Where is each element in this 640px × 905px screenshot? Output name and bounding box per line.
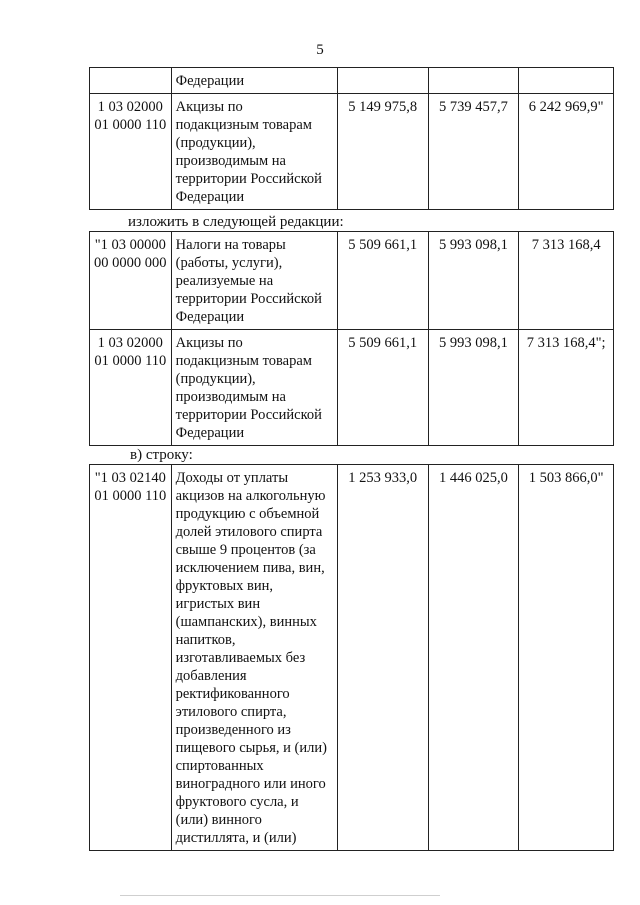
budget-code-cell-line: 01 0000 110 bbox=[94, 488, 167, 504]
budget-code-cell-line: "1 03 02140 bbox=[94, 470, 166, 486]
instruction-line-label: в) строку: bbox=[130, 447, 193, 463]
description-cell-line: продукцию с объемной bbox=[175, 506, 320, 522]
budget-code-cell bbox=[90, 330, 172, 446]
description-cell-line: Акцизы по bbox=[175, 335, 243, 351]
description-cell-line: Акцизы по bbox=[175, 99, 243, 115]
description-cell-line: подакцизным товарам bbox=[175, 353, 312, 369]
description-cell-line: фруктовых вин, bbox=[175, 578, 274, 594]
description-cell-line: добавления bbox=[175, 668, 247, 684]
description-cell-line: Федерации bbox=[175, 309, 245, 325]
table-revenue-old bbox=[89, 67, 614, 210]
description-cell-line: Федерации bbox=[175, 73, 245, 89]
description-cell-line: пищевого сырья, и (или) bbox=[175, 740, 327, 756]
table-row bbox=[90, 330, 614, 446]
description-cell-line: подакцизным товарам bbox=[175, 117, 312, 133]
description-cell bbox=[171, 330, 337, 446]
amount-year1-cell: 5 149 975,8 bbox=[337, 94, 428, 210]
scan-artifact-line bbox=[120, 895, 440, 896]
instruction-text: изложить в следующей редакции: bbox=[128, 214, 344, 230]
budget-code-cell bbox=[90, 465, 172, 851]
description-cell-line: реализуемые на bbox=[175, 273, 274, 289]
description-cell-line: игристых вин bbox=[175, 596, 261, 612]
description-cell-line: этилового спирта, bbox=[175, 704, 287, 720]
description-cell bbox=[171, 94, 337, 210]
budget-code-cell bbox=[90, 94, 172, 210]
description-cell-line: Федерации bbox=[175, 425, 245, 441]
description-cell-line: дистиллята, и (или) bbox=[175, 830, 297, 846]
amount-year2-cell: 5 739 457,7 bbox=[428, 94, 519, 210]
amount-year3-cell: 7 313 168,4"; bbox=[519, 330, 614, 446]
amount-year1-cell bbox=[337, 68, 428, 94]
table-row bbox=[90, 465, 614, 851]
amount-year1-cell: 5 509 661,1 bbox=[337, 232, 428, 330]
budget-code-cell-line: 1 03 02000 bbox=[97, 99, 163, 115]
description-cell-line: изготавливаемых без bbox=[175, 650, 306, 666]
amount-year1-cell: 5 509 661,1 bbox=[337, 330, 428, 446]
description-cell-line: долей этилового спирта bbox=[175, 524, 323, 540]
description-cell bbox=[171, 465, 337, 851]
amount-year2-cell: 5 993 098,1 bbox=[428, 232, 519, 330]
budget-code-cell bbox=[90, 232, 172, 330]
table-body bbox=[90, 68, 614, 210]
table-row bbox=[90, 68, 614, 94]
amount-year3-cell: 1 503 866,0" bbox=[519, 465, 614, 851]
budget-code-cell-line: 01 0000 110 bbox=[94, 353, 167, 369]
table-body bbox=[90, 232, 614, 446]
description-cell-line: произведенного из bbox=[175, 722, 291, 738]
description-cell-line: Доходы от уплаты bbox=[175, 470, 289, 486]
amount-year3-cell bbox=[519, 68, 614, 94]
table-row bbox=[90, 232, 614, 330]
budget-code-cell-line: "1 03 00000 bbox=[94, 237, 166, 253]
description-cell-line: акцизов на алкогольную bbox=[175, 488, 326, 504]
amount-year3-cell: 7 313 168,4 bbox=[519, 232, 614, 330]
table-body bbox=[90, 465, 614, 851]
description-cell-line: виноградного или иного bbox=[175, 776, 326, 792]
amount-year3-cell: 6 242 969,9" bbox=[519, 94, 614, 210]
description-cell-line: ректификованного bbox=[175, 686, 290, 702]
description-cell-line: производимым на bbox=[175, 389, 286, 405]
page-number: 5 bbox=[316, 42, 324, 58]
budget-code-cell bbox=[90, 68, 172, 94]
description-cell-line: фруктового сусла, и bbox=[175, 794, 299, 810]
description-cell-line: Федерации bbox=[175, 189, 245, 205]
description-cell-line: территории Российской bbox=[175, 407, 322, 423]
description-cell-line: (продукции), bbox=[175, 135, 256, 151]
table-revenue-new bbox=[89, 231, 614, 446]
description-cell-line: свыше 9 процентов (за bbox=[175, 542, 316, 558]
budget-code-cell-line: 01 0000 110 bbox=[94, 117, 167, 133]
amount-year1-cell: 1 253 933,0 bbox=[337, 465, 428, 851]
amount-year2-cell bbox=[428, 68, 519, 94]
description-cell-line: (работы, услуги), bbox=[175, 255, 283, 271]
table-row bbox=[90, 94, 614, 210]
description-cell-line: (или) винного bbox=[175, 812, 262, 828]
description-cell bbox=[171, 68, 337, 94]
description-cell-line: территории Российской bbox=[175, 171, 322, 187]
description-cell-line: производимым на bbox=[175, 153, 286, 169]
description-cell-line: напитков, bbox=[175, 632, 236, 648]
amount-year2-cell: 1 446 025,0 bbox=[428, 465, 519, 851]
amount-year2-cell: 5 993 098,1 bbox=[428, 330, 519, 446]
description-cell-line: (шампанских), винных bbox=[175, 614, 317, 630]
description-cell-line: спиртованных bbox=[175, 758, 264, 774]
budget-code-cell-line: 00 0000 000 bbox=[94, 255, 167, 271]
budget-code-cell-line: 1 03 02000 bbox=[97, 335, 163, 351]
description-cell bbox=[171, 232, 337, 330]
description-cell-line: исключением пива, вин, bbox=[175, 560, 325, 576]
table-revenue-line bbox=[89, 464, 614, 851]
description-cell-line: Налоги на товары bbox=[175, 237, 286, 253]
description-cell-line: территории Российской bbox=[175, 291, 322, 307]
description-cell-line: (продукции), bbox=[175, 371, 256, 387]
